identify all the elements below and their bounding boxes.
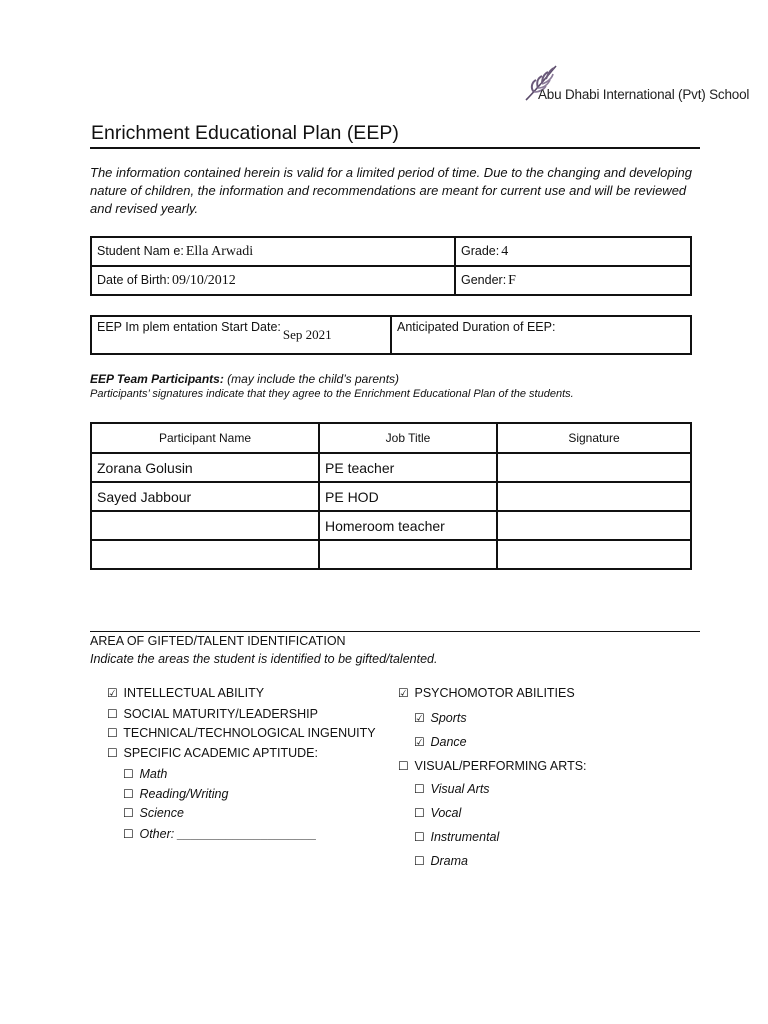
eep-dates-table: [90, 315, 692, 355]
title-divider: [90, 147, 700, 149]
team-heading-title: EEP Team Participants:: [90, 372, 224, 386]
checkbox-label: Sports: [430, 711, 467, 725]
participants-table: [90, 422, 692, 570]
checkbox-icon: ☐: [414, 806, 425, 820]
signature-cell[interactable]: [497, 511, 691, 540]
checkbox-instrumental[interactable]: [414, 830, 499, 844]
checkbox-label: Other: ____________________: [139, 827, 317, 841]
checkbox-social-maturity[interactable]: [107, 707, 318, 721]
checkbox-academic-aptitude[interactable]: [107, 746, 318, 760]
student-name-value: Ella Arwadi: [185, 244, 254, 259]
checkbox-vocal[interactable]: [414, 806, 461, 820]
checkbox-math[interactable]: [123, 767, 167, 781]
start-date-cell[interactable]: [91, 316, 391, 354]
duration-cell[interactable]: [391, 316, 691, 354]
gender-cell[interactable]: [455, 266, 691, 295]
checkbox-psychomotor-abilities[interactable]: [398, 686, 575, 700]
checkbox-icon: ☐: [123, 827, 134, 841]
checkbox-visual-performing-arts[interactable]: [398, 759, 587, 773]
job-title-cell[interactable]: PE HOD: [319, 482, 497, 511]
job-title-cell[interactable]: PE teacher: [319, 453, 497, 482]
checkbox-icon: ☐: [107, 707, 118, 721]
checkbox-icon: ☐: [107, 726, 118, 740]
checkbox-label: Instrumental: [430, 830, 500, 844]
student-name-label: Student Nam e:: [97, 244, 184, 258]
checkbox-reading-writing[interactable]: [123, 787, 228, 801]
job-title-cell[interactable]: Homeroom teacher: [319, 511, 497, 540]
checkbox-icon: ☐: [414, 830, 425, 844]
grade-cell[interactable]: [455, 237, 691, 266]
checkbox-label: VISUAL/PERFORMING ARTS:: [414, 759, 587, 773]
start-date-value: Sep 2021: [282, 327, 332, 342]
duration-label: Anticipated Duration of EEP:: [397, 320, 556, 334]
col-signature: Signature: [497, 423, 691, 453]
dob-label: Date of Birth:: [97, 273, 170, 287]
signature-cell[interactable]: [497, 482, 691, 511]
table-row: [91, 511, 691, 540]
checkbox-drama[interactable]: [414, 854, 468, 868]
checkbox-label: Science: [139, 806, 184, 820]
dob-cell[interactable]: [91, 266, 455, 295]
table-row: [91, 540, 691, 569]
gifted-divider: [90, 631, 700, 632]
dob-value: 09/10/2012: [171, 273, 236, 288]
participant-name-cell[interactable]: Zorana Golusin: [91, 453, 319, 482]
gender-value: F: [508, 273, 516, 288]
table-row: [91, 482, 691, 511]
grade-label: Grade:: [461, 244, 500, 258]
intro-paragraph: The information contained herein is valid for a limited period of time. Due to the changing and developing nature of children, the information and recommendations are meant for current use and will be reviewed and revised yearly.: [90, 165, 692, 216]
checkbox-science[interactable]: [123, 806, 184, 820]
team-heading: [90, 372, 399, 386]
col-participant-name: Participant Name: [91, 423, 319, 453]
checkbox-sports[interactable]: [414, 711, 467, 725]
student-info-table: [90, 236, 692, 296]
team-note: Participants’ signatures indicate that they agree to the Enrichment Educational Plan of the students.: [90, 388, 574, 400]
checkbox-icon: ☐: [107, 746, 118, 760]
job-title-cell[interactable]: [319, 540, 497, 569]
checkbox-icon: ☐: [398, 759, 409, 773]
checkbox-icon: ☑: [414, 735, 425, 749]
team-heading-note: (may include the child’s parents): [227, 372, 400, 386]
checkbox-label: Drama: [430, 854, 468, 868]
checkbox-label: SPECIFIC ACADEMIC APTITUDE:: [123, 746, 318, 760]
signature-cell[interactable]: [497, 453, 691, 482]
checkbox-other[interactable]: [123, 827, 317, 841]
checkbox-icon: ☑: [414, 711, 425, 725]
checkbox-icon: ☐: [414, 854, 425, 868]
checkbox-label: Math: [139, 767, 168, 781]
start-date-label: EEP Im plem entation Start Date:: [97, 320, 281, 334]
checkbox-label: SOCIAL MATURITY/LEADERSHIP: [123, 707, 318, 721]
page-title: Enrichment Educational Plan (EEP): [91, 122, 399, 144]
checkbox-icon: ☑: [107, 686, 118, 700]
participant-name-cell[interactable]: Sayed Jabbour: [91, 482, 319, 511]
checkbox-label: TECHNICAL/TECHNOLOGICAL INGENUITY: [123, 726, 376, 740]
checkbox-label: PSYCHOMOTOR ABILITIES: [414, 686, 575, 700]
participant-name-cell[interactable]: [91, 540, 319, 569]
student-name-cell[interactable]: [91, 237, 455, 266]
checkbox-icon: ☐: [123, 787, 134, 801]
checkbox-intellectual-ability[interactable]: [107, 686, 264, 700]
gifted-heading: AREA OF GIFTED/TALENT IDENTIFICATION: [90, 634, 346, 648]
checkbox-label: Reading/Writing: [139, 787, 229, 801]
checkbox-dance[interactable]: [414, 735, 467, 749]
checkbox-icon: ☐: [123, 806, 134, 820]
grade-value: 4: [501, 244, 509, 259]
checkbox-technical-ingenuity[interactable]: [107, 726, 376, 740]
signature-cell[interactable]: [497, 540, 691, 569]
school-logo: [522, 62, 750, 108]
checkbox-label: Visual Arts: [430, 782, 490, 796]
checkbox-visual-arts[interactable]: [414, 782, 490, 796]
table-row: [91, 453, 691, 482]
participant-name-cell[interactable]: [91, 511, 319, 540]
gifted-subheading: Indicate the areas the student is identified to be gifted/talented.: [90, 652, 438, 666]
gender-label: Gender:: [461, 273, 507, 287]
checkbox-label: Dance: [430, 735, 467, 749]
checkbox-icon: ☐: [414, 782, 425, 796]
col-job-title: Job Title: [319, 423, 497, 453]
checkbox-icon: ☐: [123, 767, 134, 781]
checkbox-label: Vocal: [430, 806, 462, 820]
checkbox-label: INTELLECTUAL ABILITY: [123, 686, 265, 700]
checkbox-icon: ☑: [398, 686, 409, 700]
school-name: Abu Dhabi International (Pvt) School: [538, 87, 750, 102]
